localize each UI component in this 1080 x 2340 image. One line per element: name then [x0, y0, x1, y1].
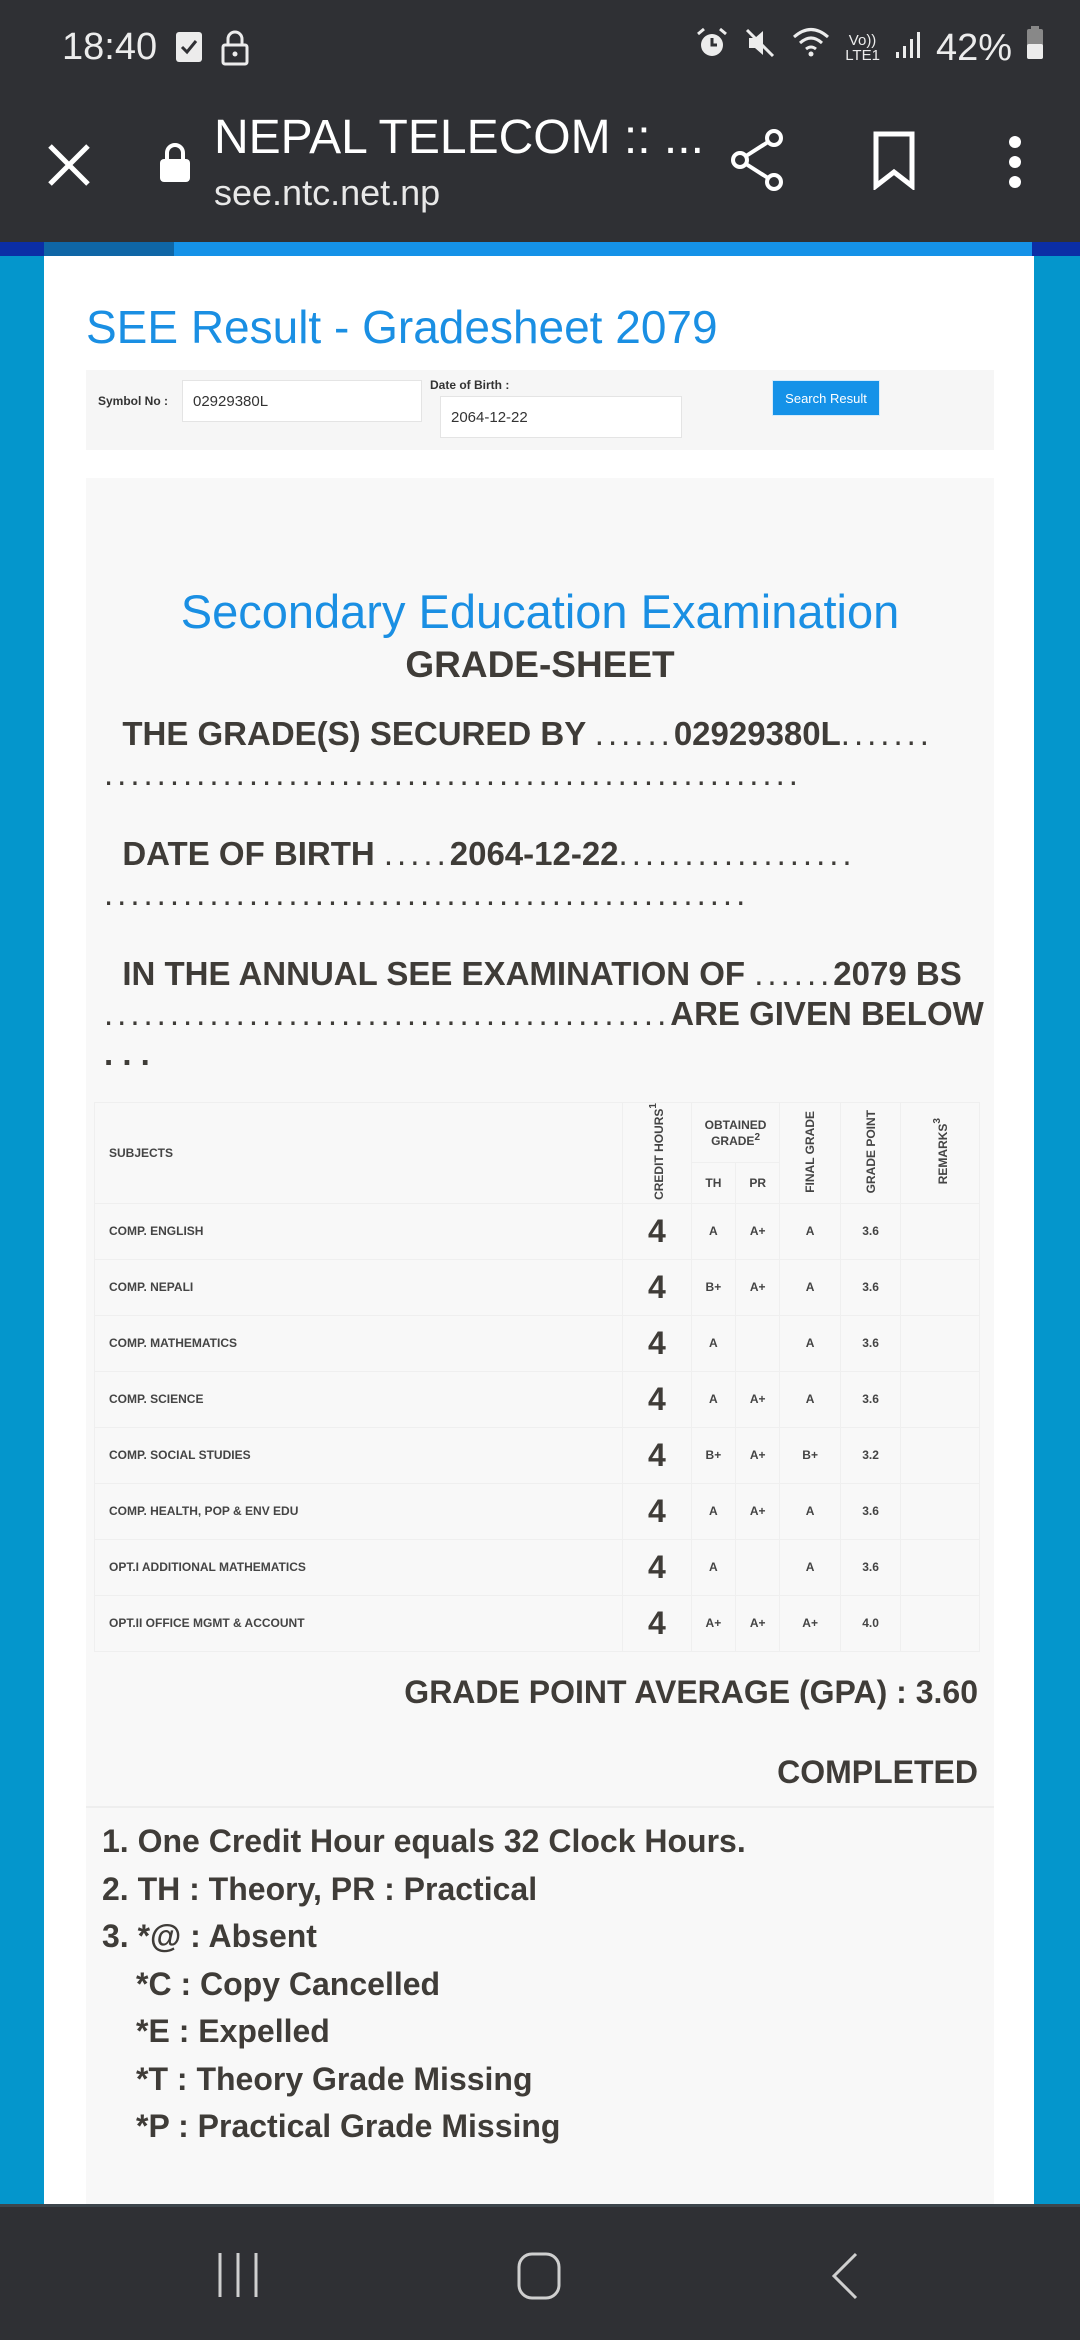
header-th: TH	[691, 1163, 735, 1204]
battery-percent: 42%	[935, 26, 1012, 69]
browser-toolbar	[0, 100, 1080, 242]
search-result-button[interactable]: Search Result	[772, 380, 880, 416]
credit-hours-cell: 4	[623, 1259, 692, 1315]
header-pr: PR	[736, 1163, 780, 1204]
th-grade-cell: A	[691, 1539, 735, 1595]
more-vert-icon[interactable]	[1002, 134, 1028, 195]
gpa-text: GRADE POINT AVERAGE (GPA) : 3.60	[404, 1674, 978, 1710]
volte-icon: Vo)) LTE1	[845, 32, 880, 64]
table-row	[95, 1539, 980, 1595]
table-row	[95, 1259, 980, 1315]
grade-point-cell: 3.6	[840, 1483, 900, 1539]
pr-grade-cell: A+	[736, 1595, 780, 1651]
battery-icon	[1026, 26, 1044, 70]
final-grade-cell: A	[780, 1371, 840, 1427]
th-grade-cell: A	[691, 1371, 735, 1427]
dob-value: 2064-12-22	[449, 835, 619, 872]
page-url[interactable]: see.ntc.net.np	[214, 172, 441, 213]
page-heading: SEE Result - Gradesheet 2079	[86, 301, 718, 353]
credit-hours-cell: 4	[623, 1595, 692, 1651]
table-row	[95, 1371, 980, 1427]
clock: 18:40	[62, 26, 158, 68]
grade-point-cell: 3.6	[840, 1203, 900, 1259]
grade-point-cell: 3.6	[840, 1259, 900, 1315]
final-grade-cell: B+	[780, 1427, 840, 1483]
exam-of-label: IN THE ANNUAL SEE EXAMINATION OF	[122, 955, 746, 992]
lock-notification-icon	[220, 30, 250, 71]
wifi-icon	[791, 26, 831, 70]
final-grade-cell: A+	[780, 1595, 840, 1651]
final-grade-cell: A	[780, 1483, 840, 1539]
header-subjects: SUBJECTS	[95, 1103, 623, 1204]
secured-by-line: THE GRADE(S) SECURED BY ......02929380L....... .....................................................	[104, 715, 933, 792]
dob-line: DATE OF BIRTH .....2064-12-22.................. .................................................	[104, 835, 856, 912]
pr-grade-cell: A+	[736, 1259, 780, 1315]
th-grade-cell: A	[691, 1203, 735, 1259]
final-grade-cell: A	[780, 1539, 840, 1595]
subject-cell: COMP. MATHEMATICS	[95, 1315, 623, 1371]
pr-grade-cell	[736, 1315, 780, 1371]
home-icon[interactable]	[516, 2251, 562, 2306]
th-grade-cell: A	[691, 1315, 735, 1371]
header-final-grade: FINAL GRADE	[780, 1103, 840, 1204]
symbol-no-label: Symbol No :	[98, 394, 169, 408]
grade-point-cell: 3.2	[840, 1427, 900, 1483]
subject-cell: COMP. NEPALI	[95, 1259, 623, 1315]
note-item: *E : Expelled	[136, 2013, 330, 2049]
final-grade-cell: A	[780, 1259, 840, 1315]
header-remarks: REMARKS$^3$	[901, 1103, 980, 1204]
close-icon[interactable]	[44, 140, 94, 190]
grade-point-cell: 3.6	[840, 1371, 900, 1427]
table-row	[95, 1595, 980, 1651]
mute-icon	[743, 26, 777, 70]
exam-title: Secondary Education Examination	[180, 585, 900, 638]
final-grade-cell: A	[780, 1315, 840, 1371]
pr-grade-cell	[736, 1539, 780, 1595]
credit-hours-cell: 4	[623, 1203, 692, 1259]
grades-table	[94, 1102, 980, 1652]
dob-text-label: DATE OF BIRTH	[122, 835, 375, 872]
subject-cell: OPT.II OFFICE MGMT & ACCOUNT	[95, 1595, 623, 1651]
remarks-cell	[901, 1483, 980, 1539]
note-item: 1. One Credit Hour equals 32 Clock Hours.	[102, 1823, 746, 1859]
pr-grade-cell: A+	[736, 1427, 780, 1483]
exam-year: 2079 BS	[833, 955, 962, 992]
table-header-row	[95, 1103, 980, 1163]
back-icon[interactable]	[826, 2251, 862, 2306]
alarm-icon	[695, 26, 729, 70]
note-item: 3. *@ : Absent	[102, 1918, 317, 1954]
remarks-cell	[901, 1427, 980, 1483]
dob-input[interactable]	[440, 396, 682, 438]
credit-hours-cell: 4	[623, 1371, 692, 1427]
bookmark-icon[interactable]	[870, 130, 918, 195]
signal-icon	[894, 27, 922, 70]
credit-hours-cell: 4	[623, 1315, 692, 1371]
grade-point-cell: 3.6	[840, 1315, 900, 1371]
note-item: *C : Copy Cancelled	[136, 1965, 441, 2002]
table-row	[95, 1483, 980, 1539]
th-grade-cell: B+	[691, 1427, 735, 1483]
remarks-cell	[901, 1259, 980, 1315]
grade-point-cell: 4.0	[840, 1595, 900, 1651]
recent-apps-icon[interactable]	[216, 2251, 260, 2304]
system-nav-bar	[0, 2204, 1080, 2340]
exam-year-line: IN THE ANNUAL SEE EXAMINATION OF ......2079 BS ...........................................ARE GIVEN BELOW . . .	[104, 955, 984, 1072]
header-credit-hours: CREDIT HOURS$^1$	[623, 1103, 692, 1204]
note-item: *T : Theory Grade Missing	[136, 2060, 533, 2097]
gradesheet-title: GRADE-SHEET	[405, 644, 675, 685]
site-header-strip	[0, 242, 1080, 256]
subject-cell: COMP. SCIENCE	[95, 1371, 623, 1427]
symbol-no-input[interactable]	[182, 380, 422, 422]
page-title[interactable]: NEPAL TELECOM :: ...	[214, 111, 704, 164]
web-content	[0, 242, 1080, 2204]
pr-grade-cell: A+	[736, 1371, 780, 1427]
subject-cell: OPT.I ADDITIONAL MATHEMATICS	[95, 1539, 623, 1595]
th-grade-cell: B+	[691, 1259, 735, 1315]
th-grade-cell: A+	[691, 1595, 735, 1651]
subject-cell: COMP. ENGLISH	[95, 1203, 623, 1259]
remarks-cell	[901, 1539, 980, 1595]
remarks-cell	[901, 1315, 980, 1371]
credit-hours-cell: 4	[623, 1539, 692, 1595]
table-row	[95, 1315, 980, 1371]
grade-sheet	[86, 478, 994, 2204]
remarks-cell	[901, 1203, 980, 1259]
lock-icon[interactable]	[158, 140, 192, 189]
header-grade-point: GRADE POINT	[840, 1103, 900, 1204]
divider	[86, 1806, 994, 1808]
remarks-cell	[901, 1595, 980, 1651]
th-grade-cell: A	[691, 1483, 735, 1539]
dob-label: Date of Birth :	[430, 378, 510, 392]
note-item: *P : Practical Grade Missing	[136, 2108, 561, 2144]
subject-cell: COMP. HEALTH, POP & ENV EDU	[95, 1483, 623, 1539]
notes-list	[102, 1818, 746, 2151]
content-card	[44, 256, 1034, 2204]
header-obtained-grade: OBTAINED GRADE$^2$	[691, 1103, 780, 1163]
subject-cell: COMP. SOCIAL STUDIES	[95, 1427, 623, 1483]
result-status: COMPLETED	[777, 1754, 978, 1790]
pr-grade-cell: A+	[736, 1203, 780, 1259]
pr-grade-cell: A+	[736, 1483, 780, 1539]
final-grade-cell: A	[780, 1203, 840, 1259]
credit-hours-cell: 4	[623, 1483, 692, 1539]
table-row	[95, 1427, 980, 1483]
search-form	[86, 370, 994, 450]
table-row	[95, 1203, 980, 1259]
share-icon[interactable]	[728, 128, 788, 197]
secured-by-label: THE GRADE(S) SECURED BY	[122, 715, 586, 752]
symbol-no-value: 02929380L	[673, 715, 841, 752]
given-below-label: ARE GIVEN BELOW . . .	[104, 995, 984, 1072]
remarks-cell	[901, 1371, 980, 1427]
grade-point-cell: 3.6	[840, 1539, 900, 1595]
status-bar	[0, 0, 1080, 100]
note-item: 2. TH : Theory, PR : Practical	[102, 1870, 538, 1907]
credit-hours-cell: 4	[623, 1427, 692, 1483]
status-icons	[695, 26, 1044, 70]
checkbox-notification-icon	[174, 30, 204, 69]
